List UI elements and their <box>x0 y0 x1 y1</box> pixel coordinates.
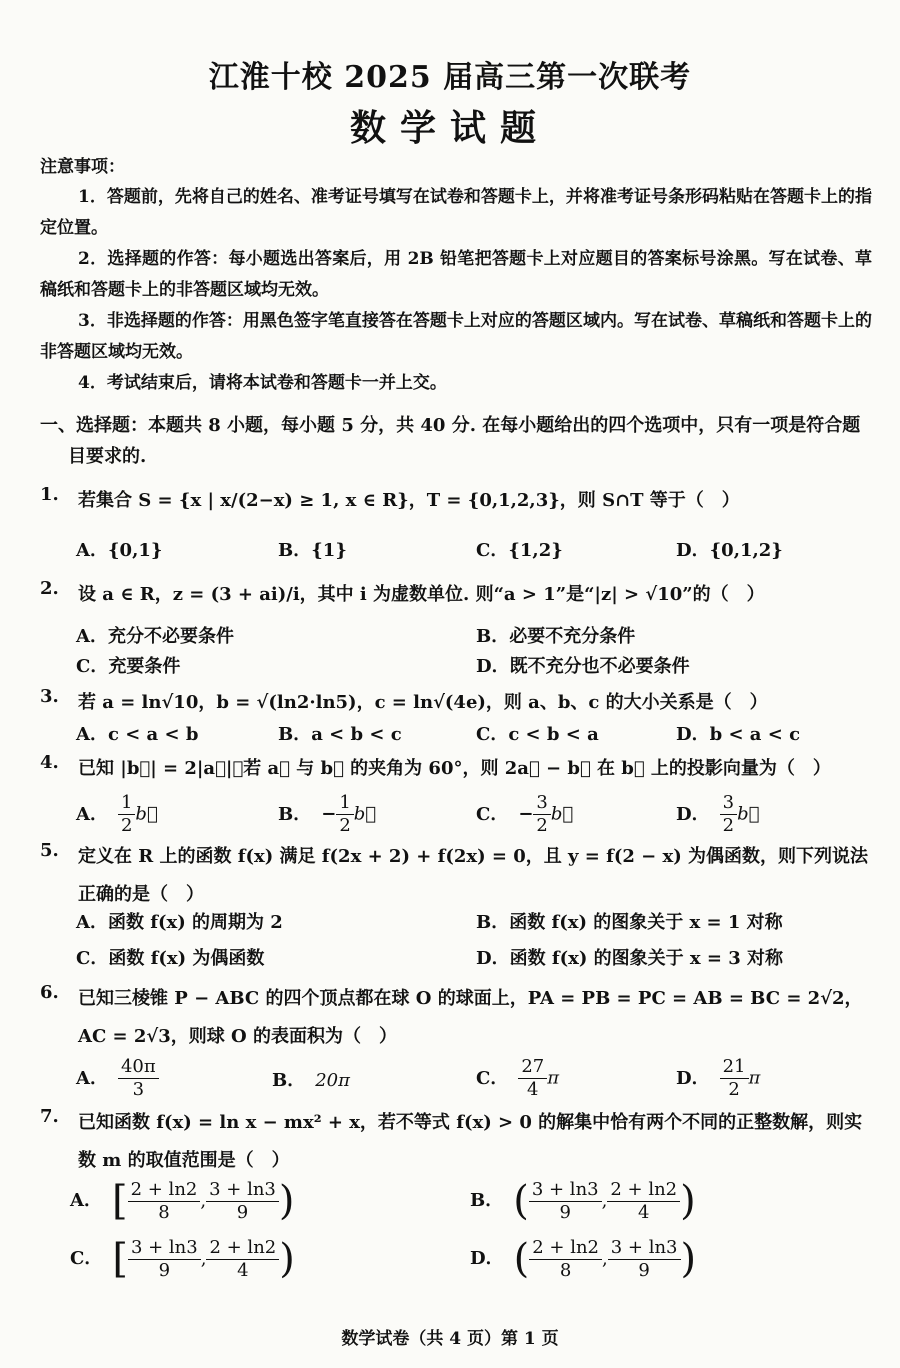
option-tail: b⃗ <box>135 803 158 825</box>
question-number: 2. <box>40 578 59 599</box>
option-c <box>476 1056 559 1101</box>
option-label: A． <box>76 1067 108 1089</box>
option-b: B．{1} <box>278 540 347 561</box>
option-b <box>470 1178 696 1224</box>
note-item-3: 3．非选择题的作答：用黑色签字笔直接答在答题卡上对应的答题区域内。写在试卷、草稿纸和答题卡上的非答题区域均无效。 <box>40 311 872 362</box>
option-a <box>76 792 158 837</box>
fraction-denominator: 2 <box>728 1079 740 1100</box>
option-label: A． <box>76 803 108 825</box>
option-label: C． <box>70 1248 103 1269</box>
option-a: A．充分不必要条件 <box>76 626 234 647</box>
fraction <box>206 1237 279 1282</box>
question-1 <box>40 484 875 518</box>
option-a: A．c < a < b <box>76 724 199 745</box>
interval-open-bracket: ( <box>513 1236 530 1282</box>
interval-open-bracket: [ <box>111 1178 128 1224</box>
option-d <box>676 792 759 837</box>
option-c <box>476 792 573 837</box>
fraction-numerator: 3 + ln3 <box>529 1179 602 1202</box>
option-b <box>278 792 376 837</box>
question-stem: 定义在 R 上的函数 f(x) 满足 f(2x + 2) + f(2x) = 0，且 y = f(2 − x) 为偶函数，则下列说法正确的是（ ） <box>78 846 869 905</box>
question-stem: 已知函数 f(x) = ln x − mx² + x，若不等式 f(x) > 0 的解集中恰有两个不同的正整数解，则实数 m 的取值范围是（ ） <box>78 1112 863 1171</box>
fraction <box>720 792 737 837</box>
question-3 <box>40 686 875 720</box>
note-item-4: 4．考试结束后，请将本试卷和答题卡一并上交。 <box>78 373 447 393</box>
fraction-numerator: 3 <box>533 792 550 815</box>
question-number: 3. <box>40 686 59 707</box>
option-tail: π <box>547 1067 560 1089</box>
question-4 <box>40 752 875 786</box>
fraction <box>128 1179 201 1224</box>
option-label: B． <box>470 1190 504 1211</box>
note-item-1: 1．答题前，先将自己的姓名、准考证号填写在试卷和答题卡上，并将准考证号条形码粘贴在答题卡上的指定位置。 <box>40 187 872 238</box>
option-label: B． <box>272 1070 306 1091</box>
fraction-denominator: 2 <box>722 815 735 836</box>
question-number: 4. <box>40 752 59 773</box>
option-c: C．充要条件 <box>76 656 181 677</box>
fraction-numerator: 3 + ln3 <box>206 1179 279 1202</box>
option-a: A．函数 f(x) 的周期为 2 <box>76 912 283 933</box>
exam-title: 江淮十校 2025 届高三第一次联考 <box>208 60 692 95</box>
option-tail: b⃗ <box>550 803 574 825</box>
option-label: C． <box>476 803 509 825</box>
interval-comma: , <box>200 1248 207 1270</box>
question-stem: 若集合 S = {x | x/(2−x) ≥ 1, x ∈ R}，T = {0,1,2,3}，则 S∩T 等于（ ） <box>78 490 740 511</box>
fraction <box>529 1179 602 1224</box>
question-6 <box>40 980 875 1056</box>
fraction-denominator: 9 <box>559 1201 571 1223</box>
question-stem: 设 a ∈ R，z = (3 + ai)/i，其中 i 为虚数单位. 则“a > 1”是“|z| > √10”的（ ） <box>78 584 765 605</box>
interval-open-bracket: ( <box>513 1178 529 1224</box>
option-d <box>470 1236 696 1282</box>
option-d: D．既不充分也不必要条件 <box>476 656 690 677</box>
fraction-denominator: 2 <box>536 815 548 836</box>
fraction-numerator: 1 <box>336 792 353 815</box>
fraction-numerator: 2 + ln2 <box>607 1179 680 1202</box>
fraction <box>118 792 135 837</box>
interval-close-bracket: ) <box>278 1178 295 1224</box>
interval-comma: , <box>602 1248 608 1270</box>
fraction-numerator: 40π <box>118 1056 159 1079</box>
question-2 <box>40 578 875 612</box>
fraction-numerator: 3 + ln3 <box>128 1237 201 1260</box>
fraction-numerator: 2 + ln2 <box>128 1179 201 1202</box>
option-label: B． <box>278 803 312 825</box>
question-5 <box>40 838 875 914</box>
option-label: A． <box>70 1190 102 1211</box>
question-stem: 已知 |b⃗| = 2|a⃗|，若 a⃗ 与 b⃗ 的夹角为 60°，则 2a⃗ − b⃗ 在 b⃗ 上的投影向量为（ ） <box>78 758 831 779</box>
fraction <box>607 1179 680 1224</box>
option-sign: − <box>518 803 534 825</box>
option-c: C．c < b < a <box>476 724 599 745</box>
fraction-denominator: 8 <box>559 1259 572 1281</box>
interval-comma: , <box>200 1190 207 1212</box>
fraction-denominator: 9 <box>638 1259 650 1281</box>
fraction-numerator: 21 <box>720 1056 749 1079</box>
option-label: D． <box>676 1067 710 1089</box>
interval-close-bracket: ) <box>279 1236 295 1282</box>
option-d <box>676 1056 760 1101</box>
fraction-denominator: 2 <box>339 815 351 836</box>
option-label: D． <box>470 1248 504 1269</box>
option-c <box>70 1236 295 1282</box>
option-c: C．函数 f(x) 为偶函数 <box>76 948 265 969</box>
fraction-denominator: 4 <box>527 1079 539 1100</box>
fraction <box>128 1237 201 1282</box>
option-tail: b⃗ <box>737 803 760 825</box>
option-a <box>76 1056 159 1101</box>
subject-title: 数学试题 <box>349 107 550 149</box>
option-value: 20π <box>315 1070 350 1091</box>
question-number: 5. <box>40 840 59 861</box>
fraction-denominator: 9 <box>236 1201 249 1223</box>
section-heading-choice: 一、选择题：本题共 8 小题，每小题 5 分，共 40 分. 在每小题给出的四个选项中，只有一项是符合题目要求的. <box>40 415 861 467</box>
fraction-numerator: 3 + ln3 <box>608 1237 681 1260</box>
interval-close-bracket: ) <box>680 1178 696 1224</box>
option-b: B．必要不充分条件 <box>476 626 636 647</box>
fraction <box>533 792 550 837</box>
question-number: 6. <box>40 982 59 1003</box>
option-sign: − <box>321 803 337 825</box>
fraction <box>118 1056 159 1101</box>
page-footer: 数学试卷（共 4 页）第 1 页 <box>341 1329 559 1349</box>
question-number: 1. <box>40 484 59 505</box>
interval-close-bracket: ) <box>680 1236 697 1282</box>
fraction-denominator: 4 <box>638 1201 650 1223</box>
option-b <box>272 1066 350 1092</box>
fraction-numerator: 1 <box>118 792 135 815</box>
fraction-numerator: 2 + ln2 <box>529 1237 602 1260</box>
fraction-denominator: 3 <box>132 1079 145 1100</box>
fraction <box>529 1237 602 1282</box>
option-a <box>70 1178 294 1224</box>
option-b: B．函数 f(x) 的图象关于 x = 1 对称 <box>476 912 783 933</box>
fraction-denominator: 4 <box>237 1259 249 1281</box>
option-label: C． <box>476 1067 509 1089</box>
note-item-2: 2．选择题的作答：每小题选出答案后，用 2B 铅笔把答题卡上对应题目的答案标号涂黑。写在试卷、草稿纸和答题卡上的非答题区域均无效。 <box>40 249 872 300</box>
fraction-denominator: 9 <box>158 1259 171 1281</box>
fraction <box>720 1056 749 1101</box>
question-7 <box>40 1104 875 1180</box>
fraction-numerator: 2 + ln2 <box>206 1237 279 1260</box>
fraction <box>336 792 353 837</box>
fraction <box>608 1237 681 1282</box>
option-label: D． <box>676 803 710 825</box>
interval-open-bracket: [ <box>112 1236 128 1282</box>
notes-heading: 注意事项： <box>40 157 125 177</box>
fraction-numerator: 27 <box>518 1056 547 1079</box>
option-b: B．a < b < c <box>278 724 402 745</box>
option-d: D．函数 f(x) 的图象关于 x = 3 对称 <box>476 948 784 969</box>
option-a: A．{0,1} <box>76 540 163 561</box>
interval-comma: , <box>601 1190 608 1212</box>
option-d: D．b < a < c <box>676 724 801 745</box>
question-stem: 已知三棱锥 P − ABC 的四个顶点都在球 O 的球面上，PA = PB = PC = AB = BC = 2√2，AC = 2√3，则球 O 的表面积为（ ） <box>78 988 863 1047</box>
fraction-denominator: 2 <box>120 815 133 836</box>
fraction <box>518 1056 547 1101</box>
option-c: C．{1,2} <box>476 540 563 561</box>
fraction-numerator: 3 <box>720 792 737 815</box>
question-number: 7. <box>40 1106 59 1127</box>
fraction-denominator: 8 <box>158 1201 170 1223</box>
option-d: D．{0,1,2} <box>676 540 783 561</box>
option-tail: b⃗ <box>353 803 377 825</box>
option-tail: π <box>748 1067 761 1089</box>
fraction <box>206 1179 279 1224</box>
question-stem: 若 a = ln√10，b = √(ln2·ln5)，c = ln√(4e)，则 a、b、c 的大小关系是（ ） <box>78 692 768 713</box>
